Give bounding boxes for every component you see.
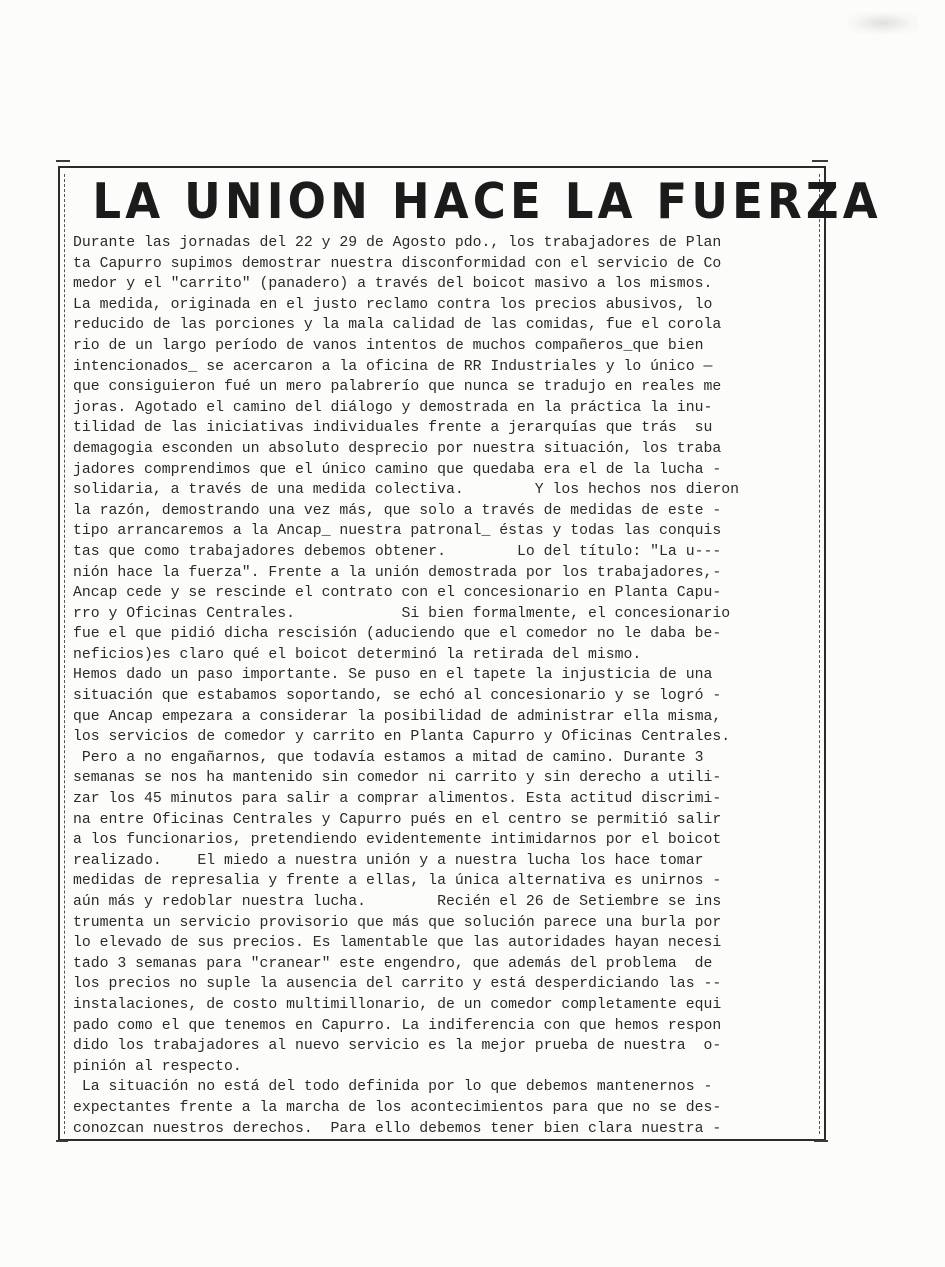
corner-mark <box>56 160 70 162</box>
text-line: los precios no suple la ausencia del carrito y está desperdiciando las -- <box>73 976 722 993</box>
text-line: lo elevado de sus precios. Es lamentable que las autoridades hayan necesi <box>73 935 722 952</box>
text-line: medor y el "carrito" (panadero) a través del boicot masivo a los mismos. <box>73 276 713 293</box>
text-line: los servicios de comedor y carrito en Planta Capurro y Oficinas Centrales. <box>73 729 731 746</box>
text-line: tas que como trabajadores debemos obtener. Lo del título: "La u--- <box>73 543 722 560</box>
text-line: ta Capurro supimos demostrar nuestra disconformidad con el servicio de Co <box>73 255 722 272</box>
text-line: dido los trabajadores al nuevo servicio es la mejor prueba de nuestra o- <box>73 1038 722 1055</box>
text-line: Hemos dado un paso importante. Se puso en el tapete la injusticia de una <box>73 667 713 684</box>
text-line: expectantes frente a la marcha de los acontecimientos para que no se des- <box>73 1099 722 1116</box>
text-line: aún más y redoblar nuestra lucha. Recién el 26 de Setiembre se ins <box>73 894 722 910</box>
text-line: solidaria, a través de una medida colectiva. Y los hechos nos dieron <box>73 482 739 499</box>
text-line: La medida, originada en el justo reclamo contra los precios abusivos, lo <box>73 296 713 313</box>
article-body <box>73 233 818 1139</box>
text-line: semanas se nos ha mantenido sin comedor ni carrito y sin derecho a utili- <box>73 770 722 787</box>
text-line: rro y Oficinas Centrales. Si bien formalmente, el concesionario <box>73 605 731 622</box>
corner-mark <box>56 1140 68 1142</box>
text-line: fue el que pidió dicha rescisión (aduciendo que el comedor no le daba be- <box>73 626 722 643</box>
text-line: la razón, demostrando una vez más, que solo a través de medidas de este - <box>73 502 722 519</box>
text-line: instalaciones, de costo multimillonario, de un comedor completamente equi <box>73 996 722 1013</box>
text-line: a los funcionarios, pretendiendo evidentemente intimidarnos por el boicot <box>73 832 722 849</box>
text-line: tipo arrancaremos a la Ancap_ nuestra patronal_ éstas y todas las conquis <box>73 523 722 540</box>
text-line: situación que estabamos soportando, se echó al concesionario y se logró - <box>73 688 722 705</box>
text-line: demagogia esconden un absoluto desprecio por nuestra situación, los traba <box>73 440 722 457</box>
text-line: zar los 45 minutos para salir a comprar alimentos. Esta actitud discrimi- <box>73 791 722 808</box>
text-line: que consiguieron fué un mero palabrerío que nunca se tradujo en reales me <box>73 379 722 396</box>
text-line: que Ancap empezara a considerar la posibilidad de administrar ella misma, <box>73 708 722 725</box>
corner-mark <box>814 1140 828 1142</box>
text-line: Durante las jornadas del 22 y 29 de Agosto pdo., los trabajadores de Plan <box>73 235 722 251</box>
text-line: Ancap cede y se rescinde el contrato con el concesionario en Planta Capu- <box>73 585 722 602</box>
text-line: trumenta un servicio provisorio que más que solución parece una burla por <box>73 914 722 931</box>
corner-mark <box>812 160 828 162</box>
text-line: tilidad de las iniciativas individuales frente a jerarquías que trás su <box>73 420 713 437</box>
text-line: na entre Oficinas Centrales y Capurro pués en el centro se permitió salir <box>73 811 722 828</box>
text-line: rio de un largo período de vanos intentos de muchos compañeros_que bien <box>73 337 704 354</box>
text-line: neficios)es claro qué el boicot determinó la retirada del mismo. <box>73 646 642 663</box>
text-line: Pero a no engañarnos, que todavía estamos a mitad de camino. Durante 3 <box>73 749 704 766</box>
text-line: tado 3 semanas para "cranear" este engendro, que además del problema de <box>73 955 713 972</box>
text-line: pado como el que tenemos en Capurro. La indiferencia con que hemos respon <box>73 1017 722 1034</box>
text-line: reducido de las porciones y la mala calidad de las comidas, fue el corola <box>73 317 722 334</box>
article-headline: LA UNION HACE LA FUERZA <box>92 173 882 230</box>
text-line: La situación no está del todo definida por lo que debemos mantenernos - <box>73 1079 713 1096</box>
text-line: pinión al respecto. <box>73 1058 242 1075</box>
text-line: conozcan nuestros derechos. Para ello debemos tener bien clara nuestra - <box>73 1120 722 1137</box>
text-line: jadores comprendimos que el único camino que quedaba era el de la lucha - <box>73 461 722 478</box>
text-line: realizado. El miedo a nuestra unión y a nuestra lucha los hace tomar <box>73 852 704 869</box>
paper-smudge <box>848 12 918 34</box>
text-line: intencionados_ se acercaron a la oficina de RR Industriales y lo único — <box>73 358 713 375</box>
text-line: nión hace la fuerza". Frente a la unión demostrada por los trabajadores,- <box>73 564 722 581</box>
text-line: joras. Agotado el camino del diálogo y demostrada en la práctica la inu- <box>73 399 713 416</box>
text-line: medidas de represalia y frente a ellas, la única alternativa es unirnos - <box>73 873 722 890</box>
